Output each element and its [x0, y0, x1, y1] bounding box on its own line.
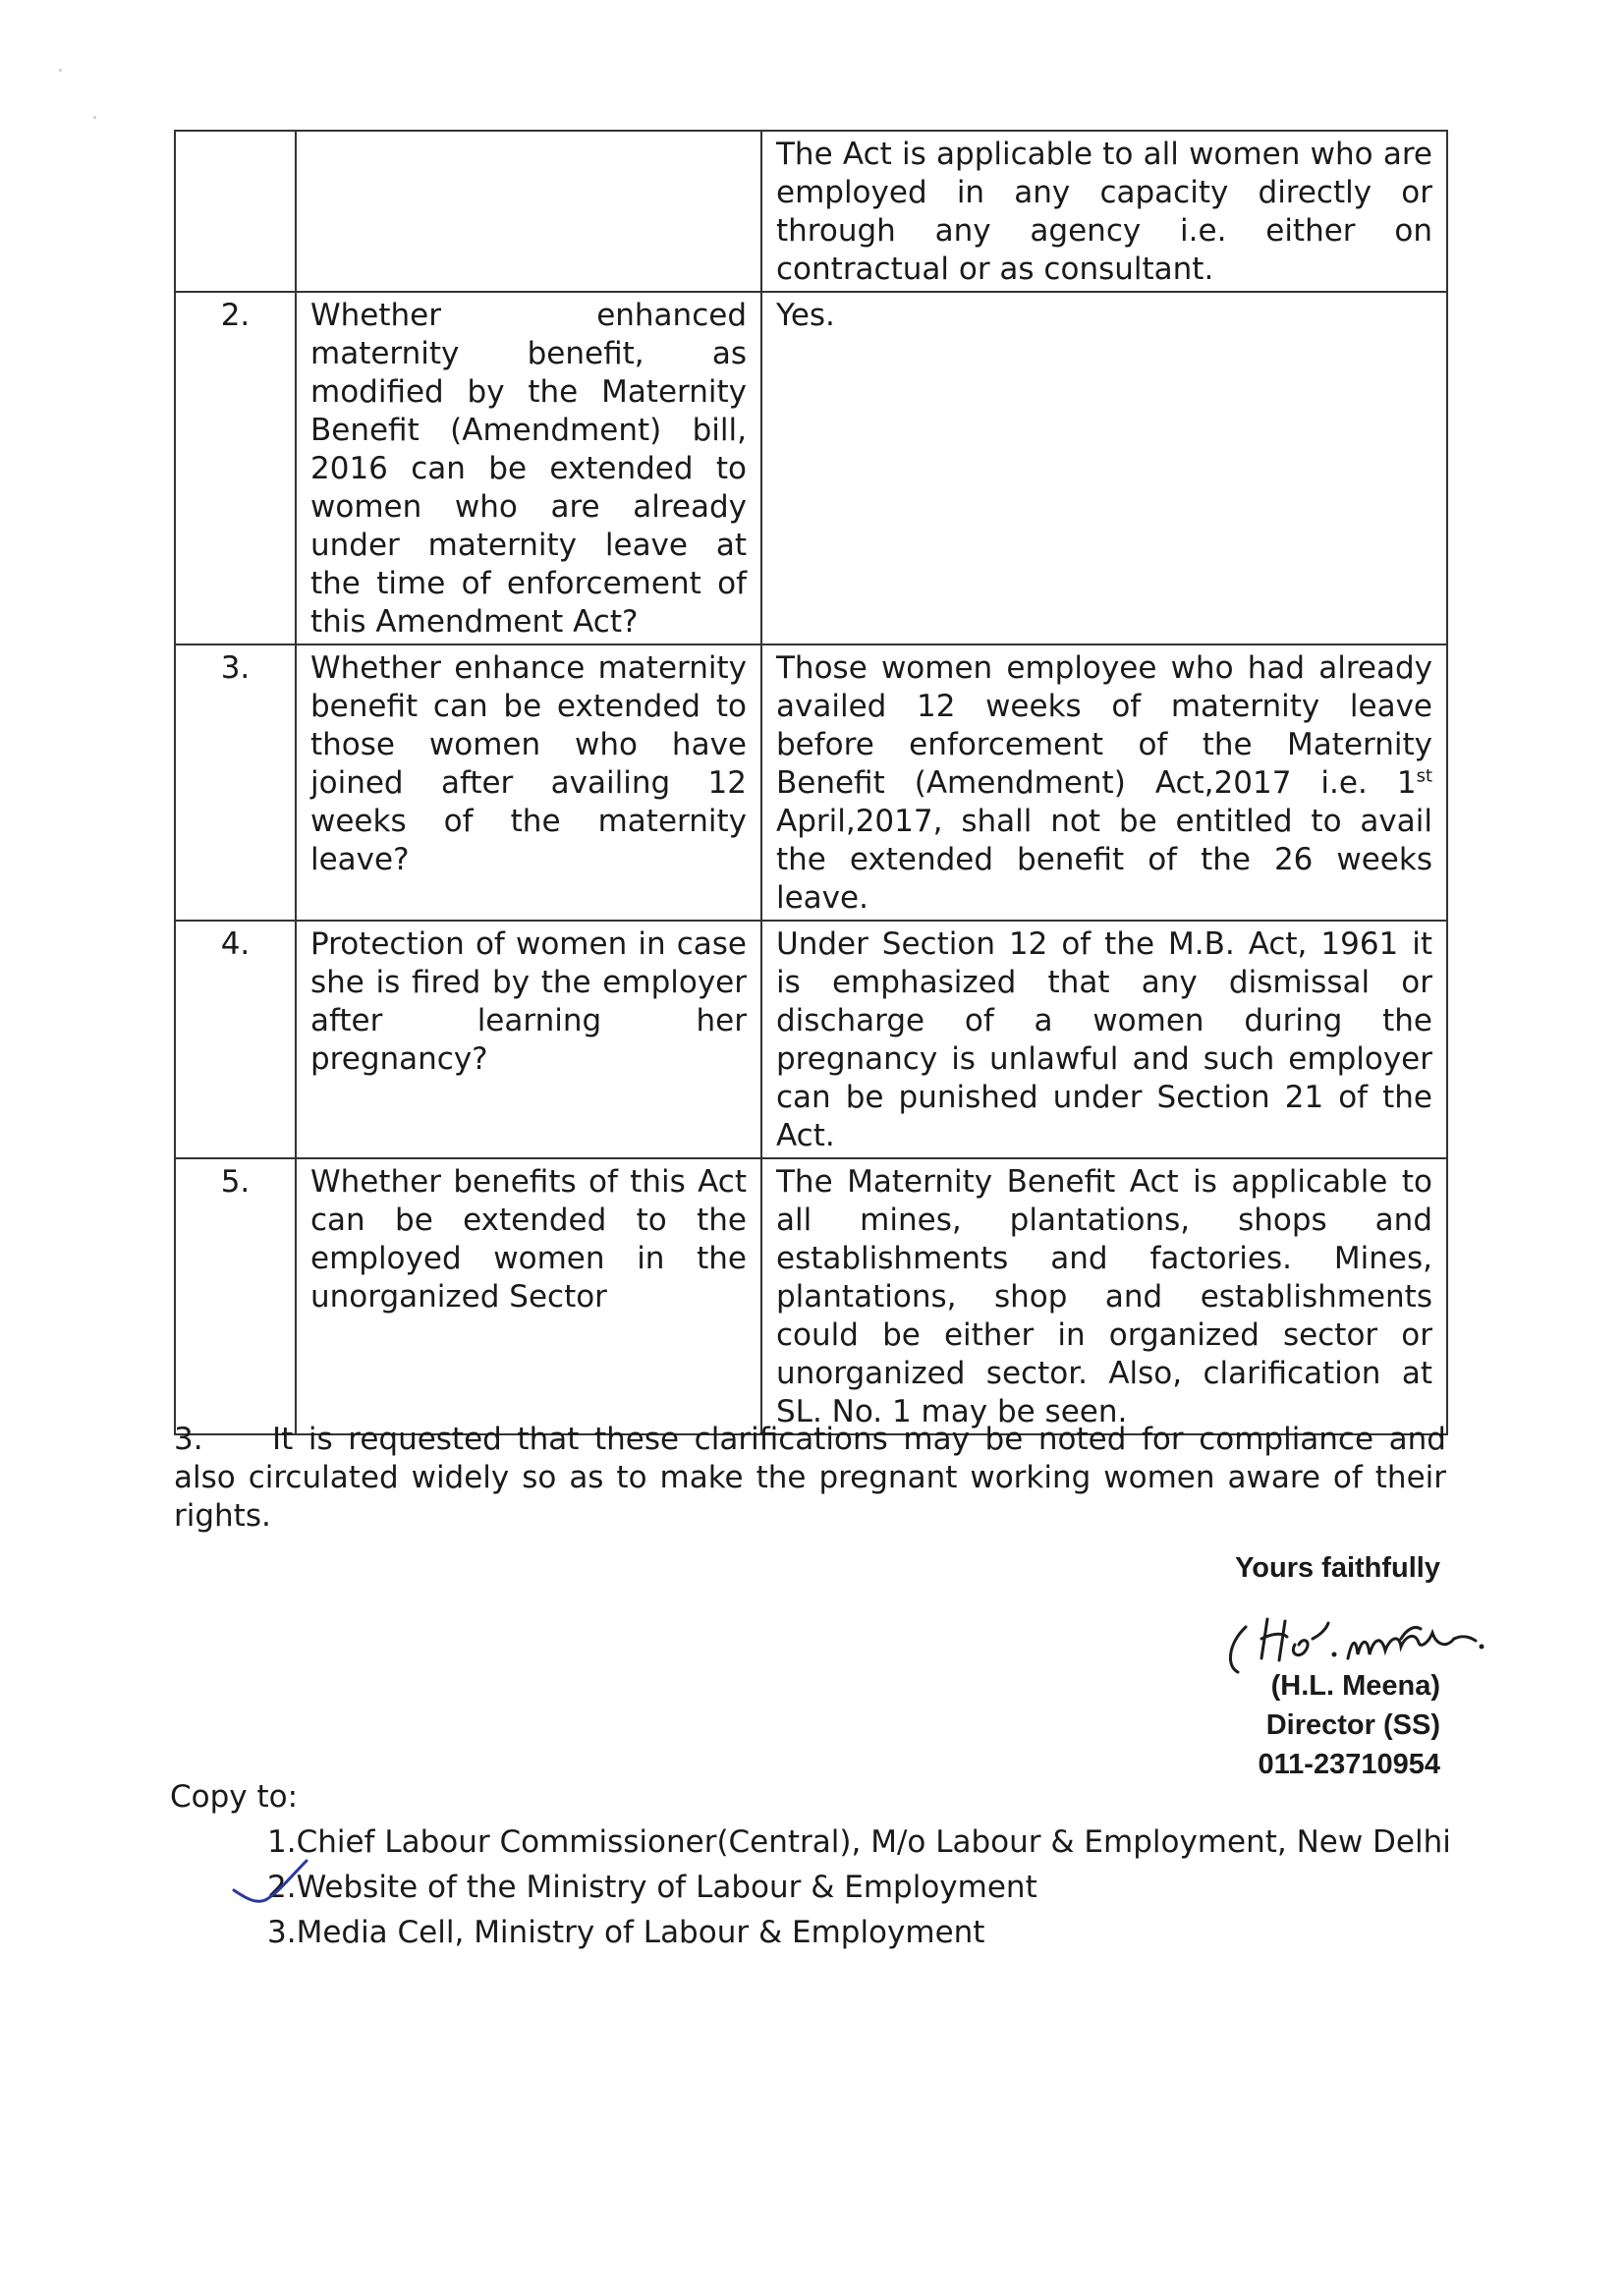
question-cell: Whether enhance maternity benefit can be extended to those women who have joined after availing 12 weeks of the maternity leave? [296, 644, 761, 921]
copy-to-item: 3.Media Cell, Ministry of Labour & Employment [267, 1915, 985, 1950]
paragraph-number: 3. [174, 1422, 203, 1457]
serial-number-cell: 3. [175, 644, 296, 921]
table-row [175, 1158, 1447, 1434]
copy-to-list [267, 1820, 1451, 1955]
scan-speck [93, 116, 96, 119]
copy-to-item: 1.Chief Labour Commissioner(Central), M/o Labour & Employment, New Delhi [267, 1824, 1451, 1860]
answer-cell: The Maternity Benefit Act is applicable to all mines, plantations, shops and establishments and factories. Mines, plantations, shop and establishments could be either in organized sector or unorganized sector. Also, clarification at SL. No. 1 may be seen. [761, 1158, 1447, 1434]
serial-number-cell: 5. [175, 1158, 296, 1434]
handwritten-tick-mark [232, 1857, 310, 1906]
answer-cell: Under Section 12 of the M.B. Act, 1961 it is emphasized that any dismissal or discharge of a women during the pregnancy is unlawful and such employer can be punished under Section 21 of the Act. [761, 921, 1447, 1158]
answer-cell: The Act is applicable to all women who are employed in any capacity directly or through any agency i.e. either on contractual or as consultant. [761, 131, 1447, 292]
serial-number-cell [175, 131, 296, 292]
signatory-name: (H.L. Meena) [1270, 1670, 1440, 1702]
table-row [175, 131, 1447, 292]
answer-cell [761, 644, 1447, 921]
question-cell: Whether benefits of this Act can be extended to the employed women in the unorganized Sector [296, 1158, 761, 1434]
answer-text: Those women employee who had already availed 12 weeks of maternity leave before enforcement of the Maternity Benefit (Amendment) Act,2017 i.e. 1 [776, 650, 1432, 801]
ordinal-suffix: st [1416, 765, 1432, 787]
handwritten-signature [1218, 1590, 1493, 1678]
closing-line: Yours faithfully [1235, 1552, 1440, 1584]
copy-to-label: Copy to: [170, 1779, 299, 1815]
answer-cell: Yes. [761, 292, 1447, 644]
copy-to-item: 2.Website of the Ministry of Labour & Employment [267, 1870, 1037, 1905]
paragraph-text: It is requested that these clarifications may be noted for compliance and also circulated widely so as to make the pregnant working women aware of their rights. [174, 1422, 1446, 1534]
serial-number-cell: 4. [175, 921, 296, 1158]
question-cell: Protection of women in case she is fired by the employer after learning her pregnancy? [296, 921, 761, 1158]
scan-speck [59, 69, 62, 72]
table-row [175, 644, 1447, 921]
request-paragraph [174, 1421, 1446, 1536]
table-row [175, 921, 1447, 1158]
question-cell [296, 131, 761, 292]
clarification-table [174, 130, 1448, 1435]
signatory-phone: 011-23710954 [1258, 1749, 1440, 1780]
answer-text: April,2017, shall not be entitled to avail the extended benefit of the 26 weeks leave. [776, 804, 1432, 916]
serial-number-cell: 2. [175, 292, 296, 644]
question-cell: Whether enhanced maternity benefit, as modified by the Maternity Benefit (Amendment) bill, 2016 can be extended to women who are already under maternity leave at the time of enforcement of this Amendment Act? [296, 292, 761, 644]
signatory-designation: Director (SS) [1265, 1709, 1440, 1741]
table-row [175, 292, 1447, 644]
